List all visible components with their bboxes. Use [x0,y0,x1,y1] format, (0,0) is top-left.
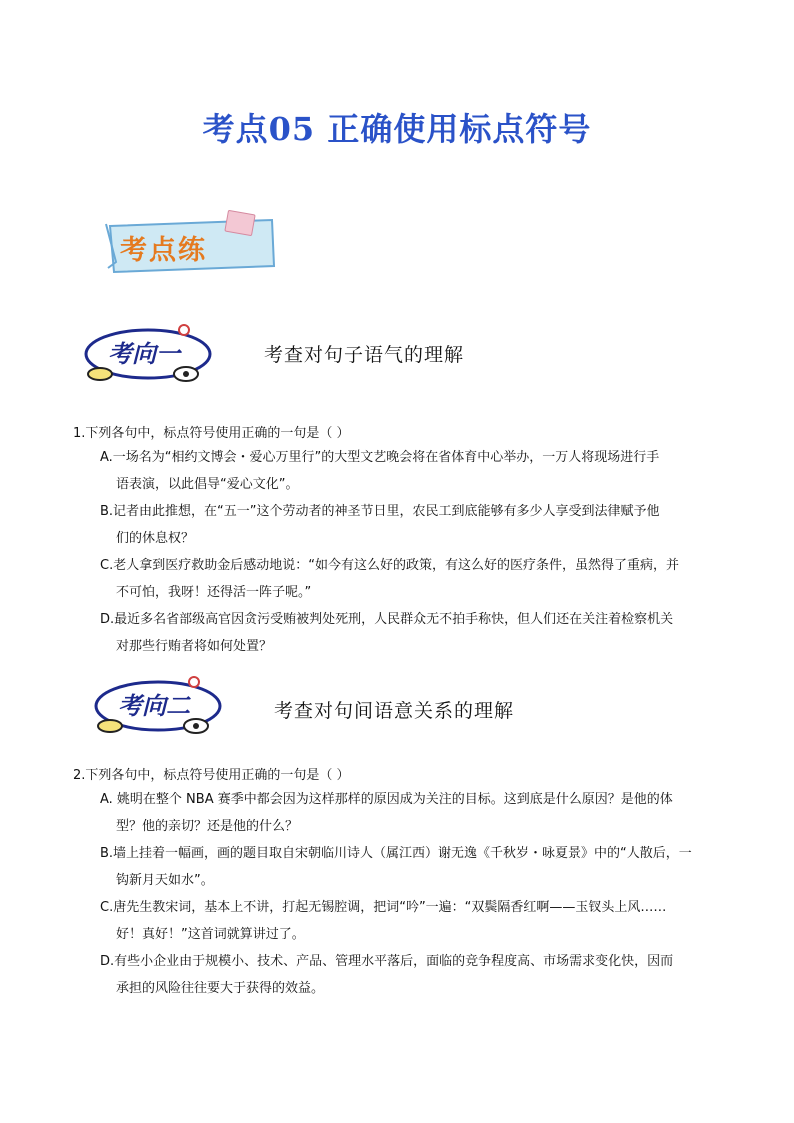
option-2a: A. 姚明在整个 NBA 赛季中都会因为这样那样的原因成为关注的目标。这到底是什么原因？是他的体 型？他的亲切？还是他的什么？ [100,792,673,834]
option-1b: B.记者由此推想，在“五一”这个劳动者的神圣节日里，农民工到底能够有多少人享受到法律赋予他 们的休息权？ [100,504,660,546]
question-2: 2.下列各句中，标点符号使用正确的一句是（ ） [73,768,350,783]
section-badge-label: 考向二 [118,691,190,720]
option-1d: D.最近多名省部级高官因贪污受贿被判处死刑，人民群众无不拍手称快，但人们还在关注着检察机关 对那些行贿者将如何处置？ [100,612,674,654]
section-badge-label: 考向一 [108,339,180,368]
section-badge-1 [82,324,222,384]
section-title: 考查对句子语气的理解 [264,344,465,366]
section-badge-kaodianlian [104,216,280,274]
option-1a: A.一场名为“相约文博会・爱心万里行”的大型文艺晚会将在省体育中心举办，一万人将现场进行手 语表演，以此倡导“爱心文化”。 [100,450,660,492]
option-2d: D.有些小企业由于规模小、技术、产品、管理水平落后，面临的竞争程度高、市场需求变化快，因而 承担的风险往往要大于获得的效益。 [100,954,674,996]
question-1: 1.下列各句中，标点符号使用正确的一句是（ ） [73,426,350,441]
tape-icon [224,210,255,237]
section-badge-2 [92,676,232,736]
option-2c: C.唐先生教宋词，基本上不讲，打起无锡腔调，把词“吟”一遍：“双鬓隔香红啊——玉钗头上风…… 好！真好！”这首词就算讲过了。 [100,900,667,942]
badge-label: 考点练 [120,235,207,266]
option-1c: C.老人拿到医疗救助金后感动地说：“如今有这么好的政策，有这么好的医疗条件，虽然得了重病，并 不可怕，我呀！还得活一阵子呢。” [100,558,679,600]
section-title: 考查对句间语意关系的理解 [274,700,515,722]
page-title: 考点05 正确使用标点符号 [202,110,592,148]
option-2b: B.墙上挂着一幅画，画的题目取自宋朝临川诗人（属江西）谢无逸《千秋岁・咏夏景》中的“人散后，一 钩新月天如水”。 [100,846,692,888]
